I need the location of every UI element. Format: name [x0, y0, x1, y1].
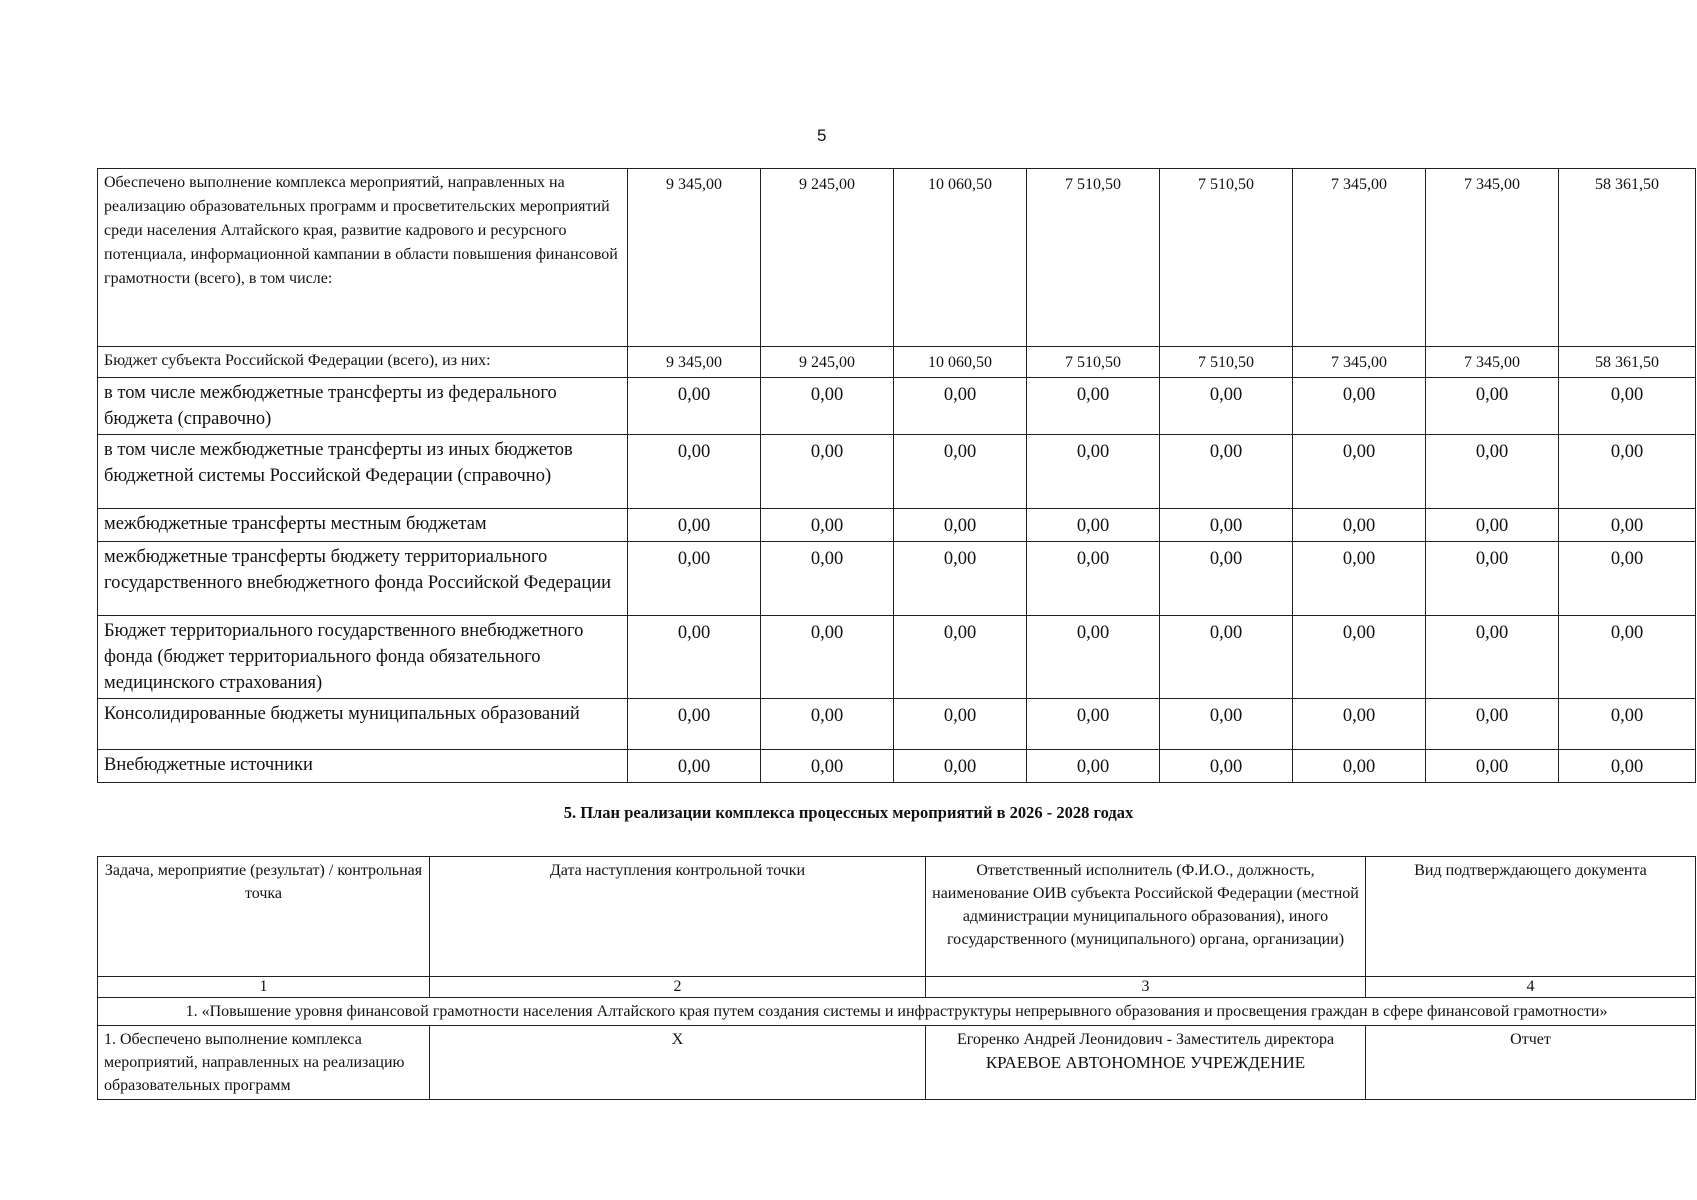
finance-value: 0,00: [1559, 509, 1696, 542]
task-title: 1. «Повышение уровня финансовой грамотности населения Алтайского края путем создания системы и инфраструктуры непрерывного образования и просвещения граждан в сфере финансовой грамотности»: [98, 998, 1696, 1026]
finance-row: [98, 347, 1696, 378]
column-number-row: [98, 977, 1696, 998]
finance-value: 0,00: [761, 699, 894, 750]
finance-value: 0,00: [628, 509, 761, 542]
header-document: Вид подтверждающего документа: [1366, 857, 1696, 977]
finance-value: 0,00: [1160, 435, 1293, 509]
finance-value: 0,00: [1027, 542, 1160, 616]
finance-value: 0,00: [1426, 699, 1559, 750]
finance-value: 0,00: [1027, 378, 1160, 435]
finance-value: 7 510,50: [1160, 169, 1293, 347]
finance-value: 0,00: [761, 378, 894, 435]
plan-item-row: [98, 1026, 1696, 1100]
executor-name: Егоренко Андрей Леонидович - Заместитель директора: [956, 1031, 1335, 1048]
item-name: 1. Обеспечено выполнение комплекса мероприятий, направленных на реализацию образовательных программ: [98, 1026, 430, 1100]
column-number: 3: [926, 977, 1366, 998]
finance-row-label: Внебюджетные источники: [98, 750, 628, 783]
finance-row-label: Бюджет субъекта Российской Федерации (всего), из них:: [98, 347, 628, 378]
item-document: Отчет: [1366, 1026, 1696, 1100]
finance-value: 10 060,50: [894, 347, 1027, 378]
finance-value: 0,00: [628, 378, 761, 435]
finance-value: 9 245,00: [761, 347, 894, 378]
finance-value: 7 510,50: [1160, 347, 1293, 378]
finance-value: 0,00: [894, 435, 1027, 509]
finance-value: 0,00: [1293, 435, 1426, 509]
finance-value: 0,00: [1559, 616, 1696, 699]
finance-row: [98, 435, 1696, 509]
finance-value: 0,00: [1160, 699, 1293, 750]
finance-value: 0,00: [1027, 750, 1160, 783]
finance-row-label: в том числе межбюджетные трансферты из федерального бюджета (справочно): [98, 378, 628, 435]
finance-row-label: Консолидированные бюджеты муниципальных образований: [98, 699, 628, 750]
finance-value: 7 345,00: [1426, 169, 1559, 347]
finance-value: 0,00: [1027, 509, 1160, 542]
finance-value: 0,00: [1293, 378, 1426, 435]
finance-value: 0,00: [1160, 616, 1293, 699]
finance-value: 0,00: [894, 378, 1027, 435]
finance-value: 0,00: [1293, 616, 1426, 699]
finance-value: 0,00: [1160, 542, 1293, 616]
finance-value: 0,00: [628, 616, 761, 699]
finance-value: 0,00: [1559, 699, 1696, 750]
finance-value: 0,00: [761, 435, 894, 509]
finance-value: 0,00: [894, 616, 1027, 699]
finance-value: 0,00: [761, 509, 894, 542]
finance-value: 10 060,50: [894, 169, 1027, 347]
financing-table: [97, 168, 1696, 783]
finance-value: 0,00: [628, 750, 761, 783]
finance-value: 0,00: [628, 542, 761, 616]
finance-row: [98, 699, 1696, 750]
column-number: 4: [1366, 977, 1696, 998]
finance-value: 9 345,00: [628, 169, 761, 347]
finance-value: 58 361,50: [1559, 347, 1696, 378]
finance-row: [98, 542, 1696, 616]
finance-value: 0,00: [1160, 750, 1293, 783]
finance-row-label: Бюджет территориального государственного внебюджетного фонда (бюджет территориального фонда обязательного медицинского страхования): [98, 616, 628, 699]
finance-value: 0,00: [1293, 699, 1426, 750]
finance-row: [98, 616, 1696, 699]
finance-value: 0,00: [1160, 378, 1293, 435]
column-number: 2: [430, 977, 926, 998]
item-executor: [926, 1026, 1366, 1100]
finance-value: 0,00: [761, 542, 894, 616]
executor-organization: КРАЕВОЕ АВТОНОМНОЕ УЧРЕЖДЕНИЕ: [985, 1053, 1306, 1072]
finance-row: [98, 750, 1696, 783]
finance-value: 7 345,00: [1426, 347, 1559, 378]
finance-value: 0,00: [1293, 542, 1426, 616]
column-number: 1: [98, 977, 430, 998]
header-date: Дата наступления контрольной точки: [430, 857, 926, 977]
finance-value: 0,00: [894, 542, 1027, 616]
implementation-plan-table: [97, 856, 1696, 1100]
finance-row: [98, 378, 1696, 435]
finance-row-label: Обеспечено выполнение комплекса мероприятий, направленных на реализацию образовательных программ и просветительских мероприятий среди населения Алтайского края, развитие кадрового и ресурсного потенциала, информационной кампании в области повышения финансовой грамотности (всего), в том числе:: [98, 169, 628, 347]
finance-row-label: межбюджетные трансферты местным бюджетам: [98, 509, 628, 542]
page-number: 5: [817, 126, 827, 145]
finance-value: 58 361,50: [1559, 169, 1696, 347]
finance-value: 0,00: [1293, 509, 1426, 542]
finance-value: 0,00: [761, 616, 894, 699]
finance-value: 0,00: [628, 435, 761, 509]
finance-value: 0,00: [1027, 435, 1160, 509]
finance-value: 0,00: [1293, 750, 1426, 783]
finance-value: 0,00: [1559, 435, 1696, 509]
finance-value: 0,00: [1426, 750, 1559, 783]
header-executor: Ответственный исполнитель (Ф.И.О., должность, наименование ОИВ субъекта Российской Федерации (местной администрации муниципального образования), иного государственного (муниципального) органа, организации): [926, 857, 1366, 977]
finance-value: 0,00: [894, 509, 1027, 542]
finance-value: 0,00: [1426, 542, 1559, 616]
finance-row-label: межбюджетные трансферты бюджету территориального государственного внебюджетного фонда Российской Федерации: [98, 542, 628, 616]
plan-header-row: [98, 857, 1696, 977]
finance-value: 0,00: [1426, 378, 1559, 435]
finance-row-label: в том числе межбюджетные трансферты из иных бюджетов бюджетной системы Российской Федерации (справочно): [98, 435, 628, 509]
task-row: [98, 998, 1696, 1026]
finance-value: 0,00: [1559, 750, 1696, 783]
finance-value: 0,00: [1559, 378, 1696, 435]
finance-value: 0,00: [1426, 509, 1559, 542]
finance-value: 0,00: [1559, 542, 1696, 616]
finance-value: 9 345,00: [628, 347, 761, 378]
finance-row: [98, 509, 1696, 542]
finance-value: 0,00: [1027, 616, 1160, 699]
finance-value: 0,00: [1160, 509, 1293, 542]
finance-value: 7 510,50: [1027, 169, 1160, 347]
item-date: Х: [430, 1026, 926, 1100]
finance-value: 7 345,00: [1293, 347, 1426, 378]
finance-value: 0,00: [1426, 616, 1559, 699]
finance-value: 9 245,00: [761, 169, 894, 347]
finance-value: 0,00: [894, 699, 1027, 750]
finance-value: 0,00: [628, 699, 761, 750]
finance-value: 0,00: [1027, 699, 1160, 750]
header-task: Задача, мероприятие (результат) / контрольная точка: [98, 857, 430, 977]
finance-value: 7 510,50: [1027, 347, 1160, 378]
finance-value: 0,00: [761, 750, 894, 783]
finance-value: 0,00: [894, 750, 1027, 783]
finance-value: 0,00: [1426, 435, 1559, 509]
finance-row: [98, 169, 1696, 347]
finance-value: 7 345,00: [1293, 169, 1426, 347]
section-title: 5. План реализации комплекса процессных мероприятий в 2026 - 2028 годах: [563, 803, 1134, 822]
